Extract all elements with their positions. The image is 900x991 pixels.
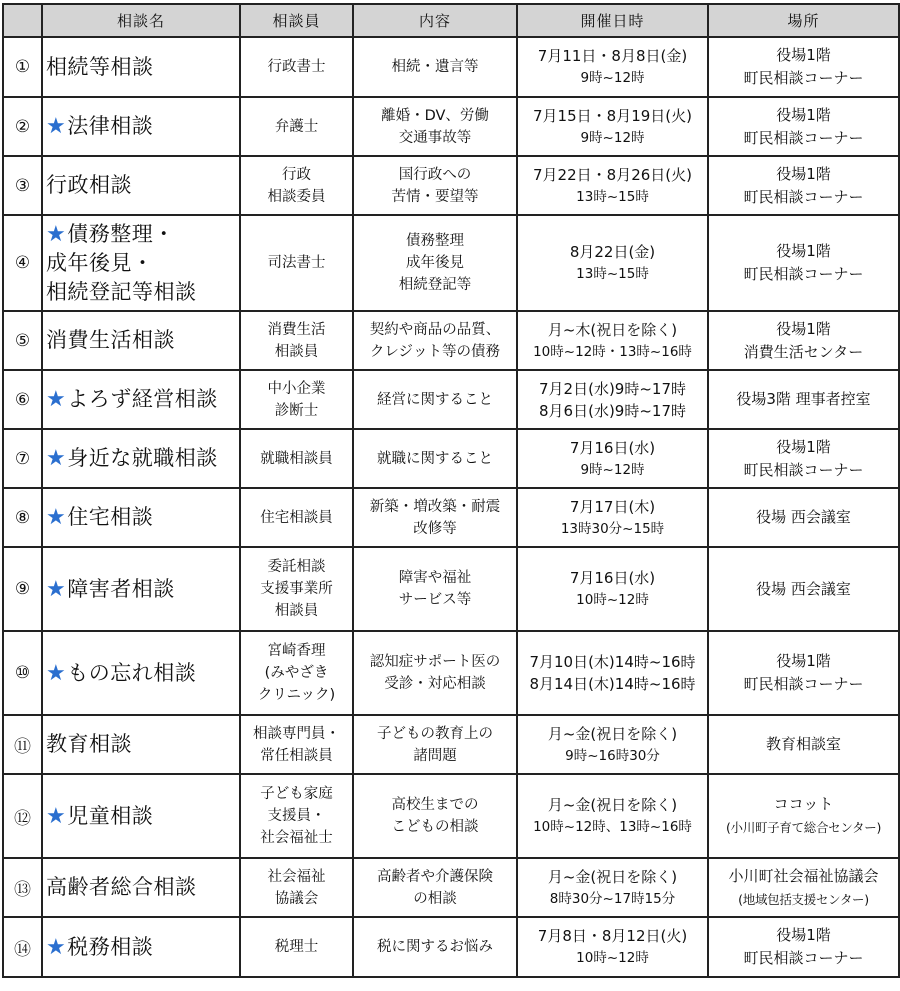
- cell-line: 債務整理: [406, 233, 464, 249]
- row-number-cell: [3, 917, 42, 977]
- cell-line: 諸問題: [413, 747, 457, 764]
- consultation-name-text: 教育相談: [46, 732, 132, 756]
- row-number-cell: [3, 215, 42, 311]
- date-time-cell: [517, 488, 708, 547]
- table-body: [3, 37, 899, 977]
- consultant-cell: [240, 97, 353, 156]
- table-row: [3, 429, 899, 488]
- cell-line: 7月10日(木)14時~16時: [529, 653, 696, 671]
- header-consultant: 相談員: [240, 4, 353, 37]
- consultation-name: [46, 802, 239, 831]
- consultation-name-text: 行政相談: [46, 173, 132, 197]
- cell-line: 7月17日(木): [569, 497, 656, 516]
- cell-line: 役場1階: [776, 926, 831, 944]
- content-cell: [353, 370, 517, 429]
- cell-line: 消費生活センター: [743, 342, 864, 361]
- cell-line: 町民相談コーナー: [743, 949, 864, 967]
- cell-line: 9時~16時30分: [565, 747, 660, 764]
- consultant-cell: [240, 547, 353, 631]
- consultation-name-cell: [42, 774, 240, 858]
- row-number: ⑥: [14, 389, 31, 410]
- row-number-cell: [3, 37, 42, 97]
- row-number: ④: [14, 253, 31, 273]
- consultation-name-cell: [42, 858, 240, 917]
- cell-line: 13時30分~15時: [560, 520, 665, 537]
- header-consultation-name: 相談名: [42, 4, 240, 37]
- consultation-name-text: 相続等相談: [46, 54, 154, 79]
- cell-line: サービス等: [398, 592, 472, 608]
- consultant-cell: [240, 858, 353, 917]
- cell-line: 子ども家庭: [260, 786, 333, 802]
- row-number-cell: [3, 429, 42, 488]
- row-number-cell: [3, 858, 42, 917]
- star-icon: ★: [46, 576, 67, 602]
- place-cell: [708, 917, 899, 977]
- cell-line: 高齢者や介護保険: [377, 868, 493, 885]
- cell-line: ココット: [773, 795, 834, 813]
- consultation-name-cell: [42, 715, 240, 774]
- cell-line: 13時~15時: [576, 188, 649, 205]
- star-icon: ★: [46, 387, 67, 412]
- consultation-name: [46, 933, 239, 962]
- consultation-name: [46, 53, 239, 82]
- star-icon: ★: [46, 660, 67, 686]
- cell-line: 相談専門員・: [253, 725, 340, 742]
- date-time-cell: [517, 429, 708, 488]
- star-icon: ★: [46, 934, 67, 960]
- cell-line: 町民相談コーナー: [743, 187, 864, 206]
- cell-line: 就職に関すること: [377, 450, 493, 467]
- content-cell: [353, 858, 517, 917]
- cell-line: 役場1階: [776, 437, 831, 456]
- consultation-name-text: よろず経営相談: [67, 387, 218, 411]
- consultant-cell: [240, 215, 353, 311]
- content-cell: [353, 429, 517, 488]
- consultation-name: [46, 278, 239, 307]
- star-icon: ★: [46, 505, 67, 530]
- consultation-name: [46, 575, 239, 604]
- cell-line: 交通事故等: [398, 129, 472, 146]
- row-number-cell: [3, 156, 42, 215]
- place-cell: [708, 488, 899, 547]
- consultation-name: [46, 220, 239, 249]
- date-time-cell: [517, 37, 708, 97]
- header-number-cell: [3, 4, 42, 37]
- consultant-cell: [240, 311, 353, 370]
- consultation-name-text: 身近な就職相談: [67, 446, 218, 470]
- consultant-cell: [240, 37, 353, 97]
- content-cell: [353, 917, 517, 977]
- consultant-cell: [240, 917, 353, 977]
- row-number-cell: [3, 370, 42, 429]
- row-number-cell: [3, 311, 42, 370]
- cell-line: 契約や商品の品質、: [369, 321, 501, 338]
- consultation-name-text: 相続登記等相談: [46, 279, 197, 304]
- consultation-table: [2, 3, 900, 978]
- table-row: [3, 547, 899, 631]
- table-row: [3, 97, 899, 156]
- cell-line: 経営に関すること: [377, 391, 493, 408]
- cell-line: 8月6日(水)9時~17時: [539, 401, 686, 420]
- header-place: 場所: [708, 4, 899, 37]
- table-row: [3, 370, 899, 429]
- date-time-cell: [517, 156, 708, 215]
- cell-line: 国行政への: [398, 166, 472, 183]
- cell-line: 相談員: [274, 603, 319, 619]
- cell-line: 就職相談員: [260, 450, 333, 467]
- consultation-name-cell: [42, 429, 240, 488]
- date-time-cell: [517, 858, 708, 917]
- table-row: [3, 37, 899, 97]
- cell-line: 診断士: [274, 402, 319, 419]
- place-cell: [708, 715, 899, 774]
- consultation-name-cell: [42, 488, 240, 547]
- consultation-name: [46, 730, 239, 759]
- consultant-cell: [240, 715, 353, 774]
- cell-line: 9時~12時: [580, 70, 645, 86]
- consultation-name-text: 税務相談: [67, 934, 154, 959]
- cell-line: 支援員・: [267, 808, 326, 824]
- cell-line: クリニック): [257, 687, 336, 703]
- cell-line: 消費生活: [267, 321, 326, 338]
- cell-line: (地域包括支援センター): [738, 891, 869, 907]
- date-time-cell: [517, 715, 708, 774]
- cell-line: 支援事業所: [260, 581, 333, 597]
- cell-line: 月~木(祝日を除く): [547, 320, 678, 339]
- row-number: ⑬: [14, 880, 31, 900]
- cell-line: 委託相談: [267, 559, 326, 575]
- row-number: ⑭: [14, 939, 31, 960]
- cell-line: 役場1階: [776, 242, 831, 260]
- row-number: ⑨: [14, 579, 31, 599]
- cell-line: 9時~12時: [580, 129, 645, 146]
- consultation-name-text: 障害者相談: [67, 576, 175, 601]
- cell-line: 役場1階: [776, 46, 831, 64]
- header-content: 内容: [353, 4, 517, 37]
- table-row: [3, 156, 899, 215]
- cell-line: 町民相談コーナー: [743, 460, 864, 479]
- cell-line: 常任相談員: [260, 747, 333, 764]
- consultation-name-text: 法律相談: [67, 114, 154, 138]
- row-number: ⑤: [14, 330, 31, 351]
- date-time-cell: [517, 631, 708, 715]
- place-cell: [708, 37, 899, 97]
- date-time-cell: [517, 215, 708, 311]
- table-row: [3, 715, 899, 774]
- cell-line: 相談員: [274, 343, 319, 360]
- row-number-cell: [3, 774, 42, 858]
- content-cell: [353, 311, 517, 370]
- consultant-cell: [240, 429, 353, 488]
- consultation-name-text: 住宅相談: [67, 505, 154, 529]
- row-number: ⑧: [14, 507, 31, 528]
- cell-line: 10時~12時: [576, 950, 649, 966]
- row-number: ⑫: [14, 808, 31, 829]
- cell-line: 認知症サポート医の: [369, 654, 501, 670]
- consultant-cell: [240, 774, 353, 858]
- cell-line: 9時~12時: [580, 461, 645, 478]
- table-row: [3, 917, 899, 977]
- cell-line: 7月2日(水)9時~17時: [539, 379, 686, 398]
- cell-line: 相続・遺言等: [391, 59, 479, 75]
- consultant-cell: [240, 488, 353, 547]
- cell-line: 月~金(祝日を除く): [547, 796, 678, 814]
- cell-line: 役場1階: [776, 105, 831, 124]
- cell-line: 役場3階 理事者控室: [736, 390, 871, 408]
- row-number-cell: [3, 488, 42, 547]
- header-row: [3, 4, 899, 37]
- cell-line: 7月8日・8月12日(火): [537, 927, 688, 945]
- cell-line: 中小企業: [267, 380, 326, 397]
- cell-line: 社会福祉士: [260, 830, 333, 846]
- star-icon: ★: [46, 803, 67, 829]
- consultant-cell: [240, 370, 353, 429]
- cell-line: 税に関するお悩み: [377, 939, 493, 955]
- cell-line: 10時~12時: [576, 592, 649, 608]
- place-cell: [708, 215, 899, 311]
- consultation-name: [46, 326, 239, 355]
- cell-line: 町民相談コーナー: [743, 675, 864, 693]
- place-cell: [708, 547, 899, 631]
- cell-line: 役場1階: [776, 652, 831, 670]
- consultation-name: [46, 171, 239, 200]
- header-date-time: 開催日時: [517, 4, 708, 37]
- cell-line: 子どもの教育上の: [377, 725, 493, 742]
- cell-line: こどもの相談: [391, 819, 479, 835]
- cell-line: (小川町子育て総合センター): [725, 820, 882, 835]
- cell-line: 月~金(祝日を除く): [547, 867, 678, 886]
- consultation-name-text: 児童相談: [67, 803, 154, 828]
- cell-line: 司法書士: [267, 255, 326, 271]
- cell-line: 8時30分~17時15分: [549, 890, 676, 907]
- consultation-name-cell: [42, 215, 240, 311]
- table-row: [3, 311, 899, 370]
- row-number-cell: [3, 631, 42, 715]
- consultation-name: [46, 873, 239, 902]
- row-number-cell: [3, 97, 42, 156]
- consultation-name: [46, 503, 239, 532]
- row-number: ⑩: [14, 663, 31, 683]
- consultation-name-cell: [42, 97, 240, 156]
- cell-line: 町民相談コーナー: [743, 265, 864, 283]
- cell-line: 社会福祉: [267, 868, 326, 885]
- cell-line: 新築・増改築・耐震: [369, 498, 501, 515]
- consultation-name: [46, 659, 239, 688]
- cell-line: 宮崎香理: [267, 643, 326, 659]
- date-time-cell: [517, 97, 708, 156]
- cell-line: 教育相談室: [765, 735, 841, 753]
- cell-line: 行政: [282, 166, 311, 183]
- content-cell: [353, 488, 517, 547]
- consultant-cell: [240, 631, 353, 715]
- content-cell: [353, 715, 517, 774]
- consultation-name-text: 消費生活相談: [46, 328, 175, 352]
- date-time-cell: [517, 311, 708, 370]
- consultation-name-cell: [42, 370, 240, 429]
- consultation-name-cell: [42, 631, 240, 715]
- date-time-cell: [517, 370, 708, 429]
- cell-line: 相続登記等: [398, 277, 472, 293]
- star-icon: ★: [46, 221, 67, 247]
- content-cell: [353, 215, 517, 311]
- star-icon: ★: [46, 114, 67, 139]
- cell-line: 役場 西会議室: [756, 579, 851, 598]
- cell-line: 行政書士: [267, 59, 326, 75]
- consultation-name-cell: [42, 37, 240, 97]
- cell-line: 税理士: [274, 939, 319, 955]
- cell-line: 成年後見: [406, 255, 464, 271]
- cell-line: 7月11日・8月8日(金): [537, 47, 688, 65]
- consultation-name-cell: [42, 547, 240, 631]
- consultation-name-text: 債務整理・: [67, 221, 175, 246]
- row-number-cell: [3, 547, 42, 631]
- row-number: ⑪: [14, 737, 31, 757]
- place-cell: [708, 97, 899, 156]
- date-time-cell: [517, 917, 708, 977]
- star-icon: ★: [46, 446, 67, 471]
- place-cell: [708, 429, 899, 488]
- consultation-name-cell: [42, 311, 240, 370]
- consultation-name-cell: [42, 156, 240, 215]
- date-time-cell: [517, 774, 708, 858]
- table-row: [3, 774, 899, 858]
- table-row: [3, 488, 899, 547]
- cell-line: 町民相談コーナー: [743, 69, 864, 87]
- cell-line: の相談: [413, 890, 457, 907]
- consultant-cell: [240, 156, 353, 215]
- cell-line: 8月22日(金): [569, 243, 656, 261]
- row-number: ②: [14, 116, 31, 137]
- cell-line: 相談委員: [267, 188, 326, 205]
- cell-line: 弁護士: [274, 118, 319, 135]
- cell-line: 10時~12時・13時~16時: [533, 343, 692, 360]
- place-cell: [708, 370, 899, 429]
- cell-line: 7月16日(水): [569, 438, 656, 457]
- table-row: [3, 631, 899, 715]
- consultation-name-cell: [42, 917, 240, 977]
- consultation-name-text: 成年後見・: [46, 250, 154, 275]
- cell-line: 小川町社会福祉協議会: [728, 866, 879, 885]
- content-cell: [353, 547, 517, 631]
- row-number-cell: [3, 715, 42, 774]
- cell-line: 苦情・要望等: [391, 188, 479, 205]
- content-cell: [353, 774, 517, 858]
- consultation-name: [46, 444, 239, 473]
- place-cell: [708, 858, 899, 917]
- cell-line: 受診・対応相談: [384, 676, 486, 692]
- cell-line: 住宅相談員: [260, 509, 333, 526]
- content-cell: [353, 156, 517, 215]
- cell-line: 役場1階: [776, 164, 831, 183]
- place-cell: [708, 774, 899, 858]
- cell-line: 7月16日(水): [569, 569, 656, 587]
- cell-line: 高校生までの: [391, 797, 479, 813]
- cell-line: 8月14日(木)14時~16時: [529, 675, 696, 693]
- consultation-name-text: もの忘れ相談: [67, 660, 197, 685]
- table-row: [3, 858, 899, 917]
- date-time-cell: [517, 547, 708, 631]
- place-cell: [708, 631, 899, 715]
- place-cell: [708, 311, 899, 370]
- row-number: ③: [14, 175, 31, 196]
- content-cell: [353, 631, 517, 715]
- cell-line: (みやざき: [264, 665, 329, 681]
- cell-line: 協議会: [274, 890, 319, 907]
- content-cell: [353, 37, 517, 97]
- content-cell: [353, 97, 517, 156]
- consultation-name: [46, 385, 239, 414]
- consultation-name: [46, 249, 239, 278]
- row-number: ⑦: [14, 448, 31, 469]
- cell-line: 役場1階: [776, 319, 831, 338]
- cell-line: 7月15日・8月19日(火): [533, 106, 692, 125]
- place-cell: [708, 156, 899, 215]
- cell-line: 離婚・DV、労働: [381, 107, 489, 124]
- cell-line: 10時~12時、13時~16時: [533, 819, 692, 835]
- consultation-name-text: 高齢者総合相談: [46, 875, 197, 899]
- cell-line: 7月22日・8月26日(火): [533, 165, 692, 184]
- cell-line: 改修等: [413, 520, 457, 537]
- consultation-name: [46, 112, 239, 141]
- cell-line: クレジット等の債務: [369, 343, 501, 360]
- cell-line: 月~金(祝日を除く): [547, 724, 678, 743]
- cell-line: 障害や福祉: [398, 570, 472, 586]
- cell-line: 町民相談コーナー: [743, 128, 864, 147]
- cell-line: 役場 西会議室: [756, 508, 851, 526]
- row-number: ①: [14, 57, 31, 77]
- table-row: [3, 215, 899, 311]
- cell-line: 13時~15時: [576, 266, 649, 282]
